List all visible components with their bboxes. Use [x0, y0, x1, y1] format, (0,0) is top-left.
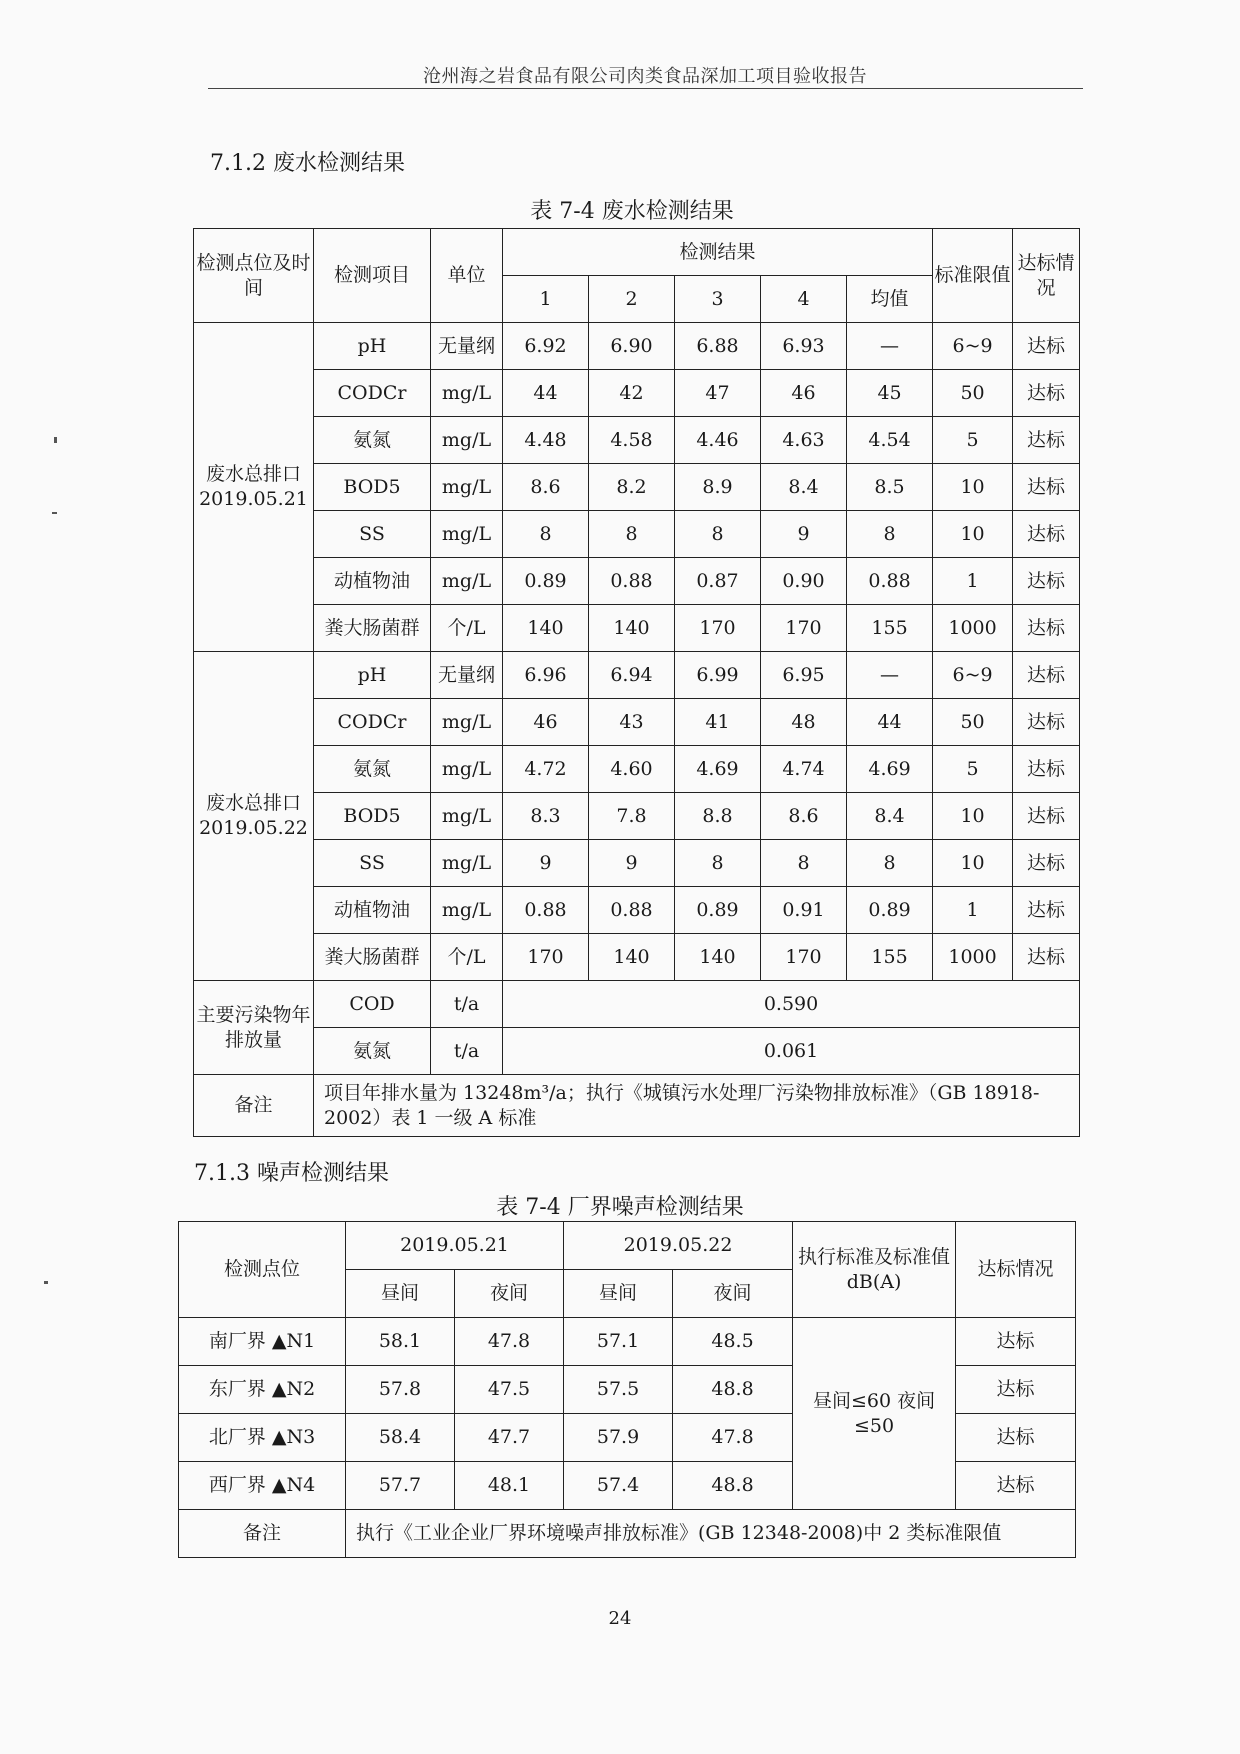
test-item: CODCr	[314, 370, 431, 417]
status-cell: 达标	[1013, 417, 1080, 464]
noise-value: 57.5	[564, 1366, 673, 1414]
header-date-2: 2019.05.22	[564, 1222, 793, 1270]
annual-emission-label: 主要污染物年排放量	[194, 981, 314, 1075]
test-item: 氨氮	[314, 417, 431, 464]
header-night: 夜间	[455, 1270, 564, 1318]
limit-value: 50	[933, 370, 1013, 417]
header-point: 检测点位及时间	[194, 229, 314, 323]
result-value: 8	[675, 511, 761, 558]
result-value: 0.89	[847, 887, 933, 934]
noise-value: 57.1	[564, 1318, 673, 1366]
header-limit: 标准限值	[933, 229, 1013, 323]
noise-value: 48.1	[455, 1462, 564, 1510]
table-row	[194, 417, 1080, 464]
result-value: 0.88	[503, 887, 589, 934]
annual-unit: t/a	[431, 1028, 503, 1075]
test-item: pH	[314, 652, 431, 699]
scan-speck	[44, 1281, 48, 1284]
test-item: 动植物油	[314, 558, 431, 605]
result-value: 8	[847, 511, 933, 558]
limit-value: 10	[933, 793, 1013, 840]
result-value: 8.3	[503, 793, 589, 840]
result-value: 8	[675, 840, 761, 887]
result-value: 8.6	[761, 793, 847, 840]
noise-value: 57.4	[564, 1462, 673, 1510]
status-cell: 达标	[1013, 699, 1080, 746]
status-cell: 达标	[956, 1366, 1076, 1414]
test-item: 氨氮	[314, 746, 431, 793]
test-item: 粪大肠菌群	[314, 605, 431, 652]
limit-value: 1	[933, 558, 1013, 605]
result-value: 8	[503, 511, 589, 558]
result-value: 47	[675, 370, 761, 417]
table-row	[194, 370, 1080, 417]
annual-value: 0.590	[503, 981, 1080, 1028]
table-row	[194, 746, 1080, 793]
result-value: 6.92	[503, 323, 589, 370]
limit-value: 5	[933, 417, 1013, 464]
unit-cell: mg/L	[431, 417, 503, 464]
status-cell: 达标	[1013, 887, 1080, 934]
running-header: 沧州海之岩食品有限公司肉类食品深加工项目验收报告	[423, 66, 867, 87]
result-value: 155	[847, 934, 933, 981]
result-value: 0.90	[761, 558, 847, 605]
status-cell: 达标	[1013, 605, 1080, 652]
result-value: 46	[761, 370, 847, 417]
limit-value: 10	[933, 511, 1013, 558]
scan-speck	[54, 437, 57, 443]
table-row	[194, 511, 1080, 558]
sample-point: 废水总排口2019.05.21	[194, 323, 314, 652]
header-status: 达标情况	[956, 1222, 1076, 1318]
note-text: 项目年排水量为 13248m³/a；执行《城镇污水处理厂污染物排放标准》（GB 18918-2002）表 1 一级 A 标准	[314, 1075, 1080, 1137]
status-cell: 达标	[1013, 464, 1080, 511]
result-value: 9	[503, 840, 589, 887]
page-number: 24	[608, 1608, 632, 1629]
result-value: 4.72	[503, 746, 589, 793]
result-value: 140	[589, 605, 675, 652]
noise-value: 47.8	[455, 1318, 564, 1366]
test-item: SS	[314, 511, 431, 558]
unit-cell: 无量纲	[431, 323, 503, 370]
header-day: 昼间	[564, 1270, 673, 1318]
result-value: 170	[761, 605, 847, 652]
result-value: —	[847, 652, 933, 699]
header-item: 检测项目	[314, 229, 431, 323]
result-value: 9	[589, 840, 675, 887]
noise-point: 南厂界 ▲N1	[179, 1318, 346, 1366]
header-r1: 1	[503, 276, 589, 323]
unit-cell: 个/L	[431, 605, 503, 652]
test-item: 粪大肠菌群	[314, 934, 431, 981]
annual-value: 0.061	[503, 1028, 1080, 1075]
unit-cell: mg/L	[431, 699, 503, 746]
result-value: 6.94	[589, 652, 675, 699]
noise-value: 47.7	[455, 1414, 564, 1462]
result-value: 4.74	[761, 746, 847, 793]
result-value: 0.89	[503, 558, 589, 605]
result-value: 46	[503, 699, 589, 746]
status-cell: 达标	[1013, 323, 1080, 370]
result-value: 140	[675, 934, 761, 981]
result-value: 8.9	[675, 464, 761, 511]
unit-cell: 无量纲	[431, 652, 503, 699]
result-value: 8	[589, 511, 675, 558]
scan-speck	[52, 512, 57, 514]
unit-cell: mg/L	[431, 558, 503, 605]
note-label: 备注	[194, 1075, 314, 1137]
limit-value: 6~9	[933, 652, 1013, 699]
header-status: 达标情况	[1013, 229, 1080, 323]
status-cell: 达标	[1013, 934, 1080, 981]
result-value: 6.95	[761, 652, 847, 699]
header-day: 昼间	[346, 1270, 455, 1318]
result-value: 4.54	[847, 417, 933, 464]
table-row	[194, 934, 1080, 981]
result-value: 6.88	[675, 323, 761, 370]
result-value: 8.8	[675, 793, 761, 840]
status-cell: 达标	[1013, 370, 1080, 417]
status-cell: 达标	[1013, 511, 1080, 558]
result-value: 8.4	[847, 793, 933, 840]
noise-value: 48.8	[673, 1366, 793, 1414]
noise-results-table	[178, 1221, 1076, 1558]
table-row	[179, 1318, 1076, 1366]
table-row	[194, 793, 1080, 840]
note-label: 备注	[179, 1510, 346, 1558]
unit-cell: 个/L	[431, 934, 503, 981]
result-value: 9	[761, 511, 847, 558]
result-value: 4.69	[675, 746, 761, 793]
annual-item: COD	[314, 981, 431, 1028]
result-value: 6.96	[503, 652, 589, 699]
noise-point: 西厂界 ▲N4	[179, 1462, 346, 1510]
noise-value: 48.8	[673, 1462, 793, 1510]
test-item: pH	[314, 323, 431, 370]
limit-value: 1000	[933, 934, 1013, 981]
table-row	[194, 981, 1080, 1028]
result-value: 42	[589, 370, 675, 417]
noise-value: 58.4	[346, 1414, 455, 1462]
noise-value: 47.5	[455, 1366, 564, 1414]
header-r3: 3	[675, 276, 761, 323]
result-value: 6.99	[675, 652, 761, 699]
result-value: 170	[761, 934, 847, 981]
result-value: 0.88	[589, 558, 675, 605]
noise-value: 57.9	[564, 1414, 673, 1462]
header-night: 夜间	[673, 1270, 793, 1318]
result-value: 140	[589, 934, 675, 981]
noise-value: 47.8	[673, 1414, 793, 1462]
limit-value: 50	[933, 699, 1013, 746]
noise-value: 58.1	[346, 1318, 455, 1366]
header-r2: 2	[589, 276, 675, 323]
result-value: 6.93	[761, 323, 847, 370]
table-row	[194, 323, 1080, 370]
test-item: SS	[314, 840, 431, 887]
test-item: BOD5	[314, 793, 431, 840]
result-value: 44	[503, 370, 589, 417]
result-value: —	[847, 323, 933, 370]
sample-point: 废水总排口2019.05.22	[194, 652, 314, 981]
noise-point: 北厂界 ▲N3	[179, 1414, 346, 1462]
table-row	[194, 699, 1080, 746]
section-heading-wastewater: 7.1.2 废水检测结果	[210, 151, 405, 176]
result-value: 0.87	[675, 558, 761, 605]
header-rule	[208, 88, 1083, 89]
result-value: 6.90	[589, 323, 675, 370]
unit-cell: mg/L	[431, 793, 503, 840]
unit-cell: mg/L	[431, 464, 503, 511]
status-cell: 达标	[956, 1318, 1076, 1366]
table-row	[194, 464, 1080, 511]
status-cell: 达标	[1013, 558, 1080, 605]
table1-caption: 表 7-4 废水检测结果	[530, 199, 734, 224]
result-value: 4.58	[589, 417, 675, 464]
noise-value: 57.8	[346, 1366, 455, 1414]
header-unit: 单位	[431, 229, 503, 323]
result-value: 8.2	[589, 464, 675, 511]
header-avg: 均值	[847, 276, 933, 323]
result-value: 7.8	[589, 793, 675, 840]
result-value: 4.63	[761, 417, 847, 464]
unit-cell: mg/L	[431, 511, 503, 558]
result-value: 45	[847, 370, 933, 417]
limit-value: 1	[933, 887, 1013, 934]
result-value: 8.6	[503, 464, 589, 511]
test-item: 动植物油	[314, 887, 431, 934]
table-row	[194, 652, 1080, 699]
noise-value: 57.7	[346, 1462, 455, 1510]
unit-cell: mg/L	[431, 840, 503, 887]
status-cell: 达标	[1013, 793, 1080, 840]
unit-cell: mg/L	[431, 370, 503, 417]
limit-value: 1000	[933, 605, 1013, 652]
result-value: 8.4	[761, 464, 847, 511]
wastewater-results-table	[193, 228, 1080, 1137]
result-value: 0.89	[675, 887, 761, 934]
header-point: 检测点位	[179, 1222, 346, 1318]
result-value: 0.88	[847, 558, 933, 605]
status-cell: 达标	[1013, 840, 1080, 887]
limit-value: 10	[933, 840, 1013, 887]
result-value: 4.46	[675, 417, 761, 464]
result-value: 0.88	[589, 887, 675, 934]
note-text: 执行《工业企业厂界环境噪声排放标准》(GB 12348-2008)中 2 类标准限值	[346, 1510, 1076, 1558]
test-item: BOD5	[314, 464, 431, 511]
test-item: CODCr	[314, 699, 431, 746]
result-value: 41	[675, 699, 761, 746]
table2-caption: 表 7-4 厂界噪声检测结果	[496, 1195, 744, 1220]
result-value: 0.91	[761, 887, 847, 934]
unit-cell: mg/L	[431, 887, 503, 934]
result-value: 8.5	[847, 464, 933, 511]
header-results: 检测结果	[503, 229, 933, 276]
table-row	[194, 840, 1080, 887]
table-row	[194, 887, 1080, 934]
limit-value: 5	[933, 746, 1013, 793]
result-value: 170	[675, 605, 761, 652]
limit-value: 6~9	[933, 323, 1013, 370]
annual-unit: t/a	[431, 981, 503, 1028]
standard-value: 昼间≤60 夜间≤50	[793, 1318, 956, 1510]
status-cell: 达标	[956, 1414, 1076, 1462]
header-r4: 4	[761, 276, 847, 323]
result-value: 170	[503, 934, 589, 981]
limit-value: 10	[933, 464, 1013, 511]
table-row	[194, 1028, 1080, 1075]
status-cell: 达标	[1013, 652, 1080, 699]
result-value: 48	[761, 699, 847, 746]
unit-cell: mg/L	[431, 746, 503, 793]
header-standard: 执行标准及标准值dB(A)	[793, 1222, 956, 1318]
header-date-1: 2019.05.21	[346, 1222, 564, 1270]
result-value: 155	[847, 605, 933, 652]
section-heading-noise: 7.1.3 噪声检测结果	[194, 1161, 389, 1186]
status-cell: 达标	[956, 1462, 1076, 1510]
noise-point: 东厂界 ▲N2	[179, 1366, 346, 1414]
status-cell: 达标	[1013, 746, 1080, 793]
result-value: 43	[589, 699, 675, 746]
annual-item: 氨氮	[314, 1028, 431, 1075]
table-row	[194, 605, 1080, 652]
result-value: 140	[503, 605, 589, 652]
result-value: 4.60	[589, 746, 675, 793]
noise-value: 48.5	[673, 1318, 793, 1366]
result-value: 8	[761, 840, 847, 887]
result-value: 8	[847, 840, 933, 887]
result-value: 4.48	[503, 417, 589, 464]
table-row	[194, 558, 1080, 605]
result-value: 4.69	[847, 746, 933, 793]
result-value: 44	[847, 699, 933, 746]
